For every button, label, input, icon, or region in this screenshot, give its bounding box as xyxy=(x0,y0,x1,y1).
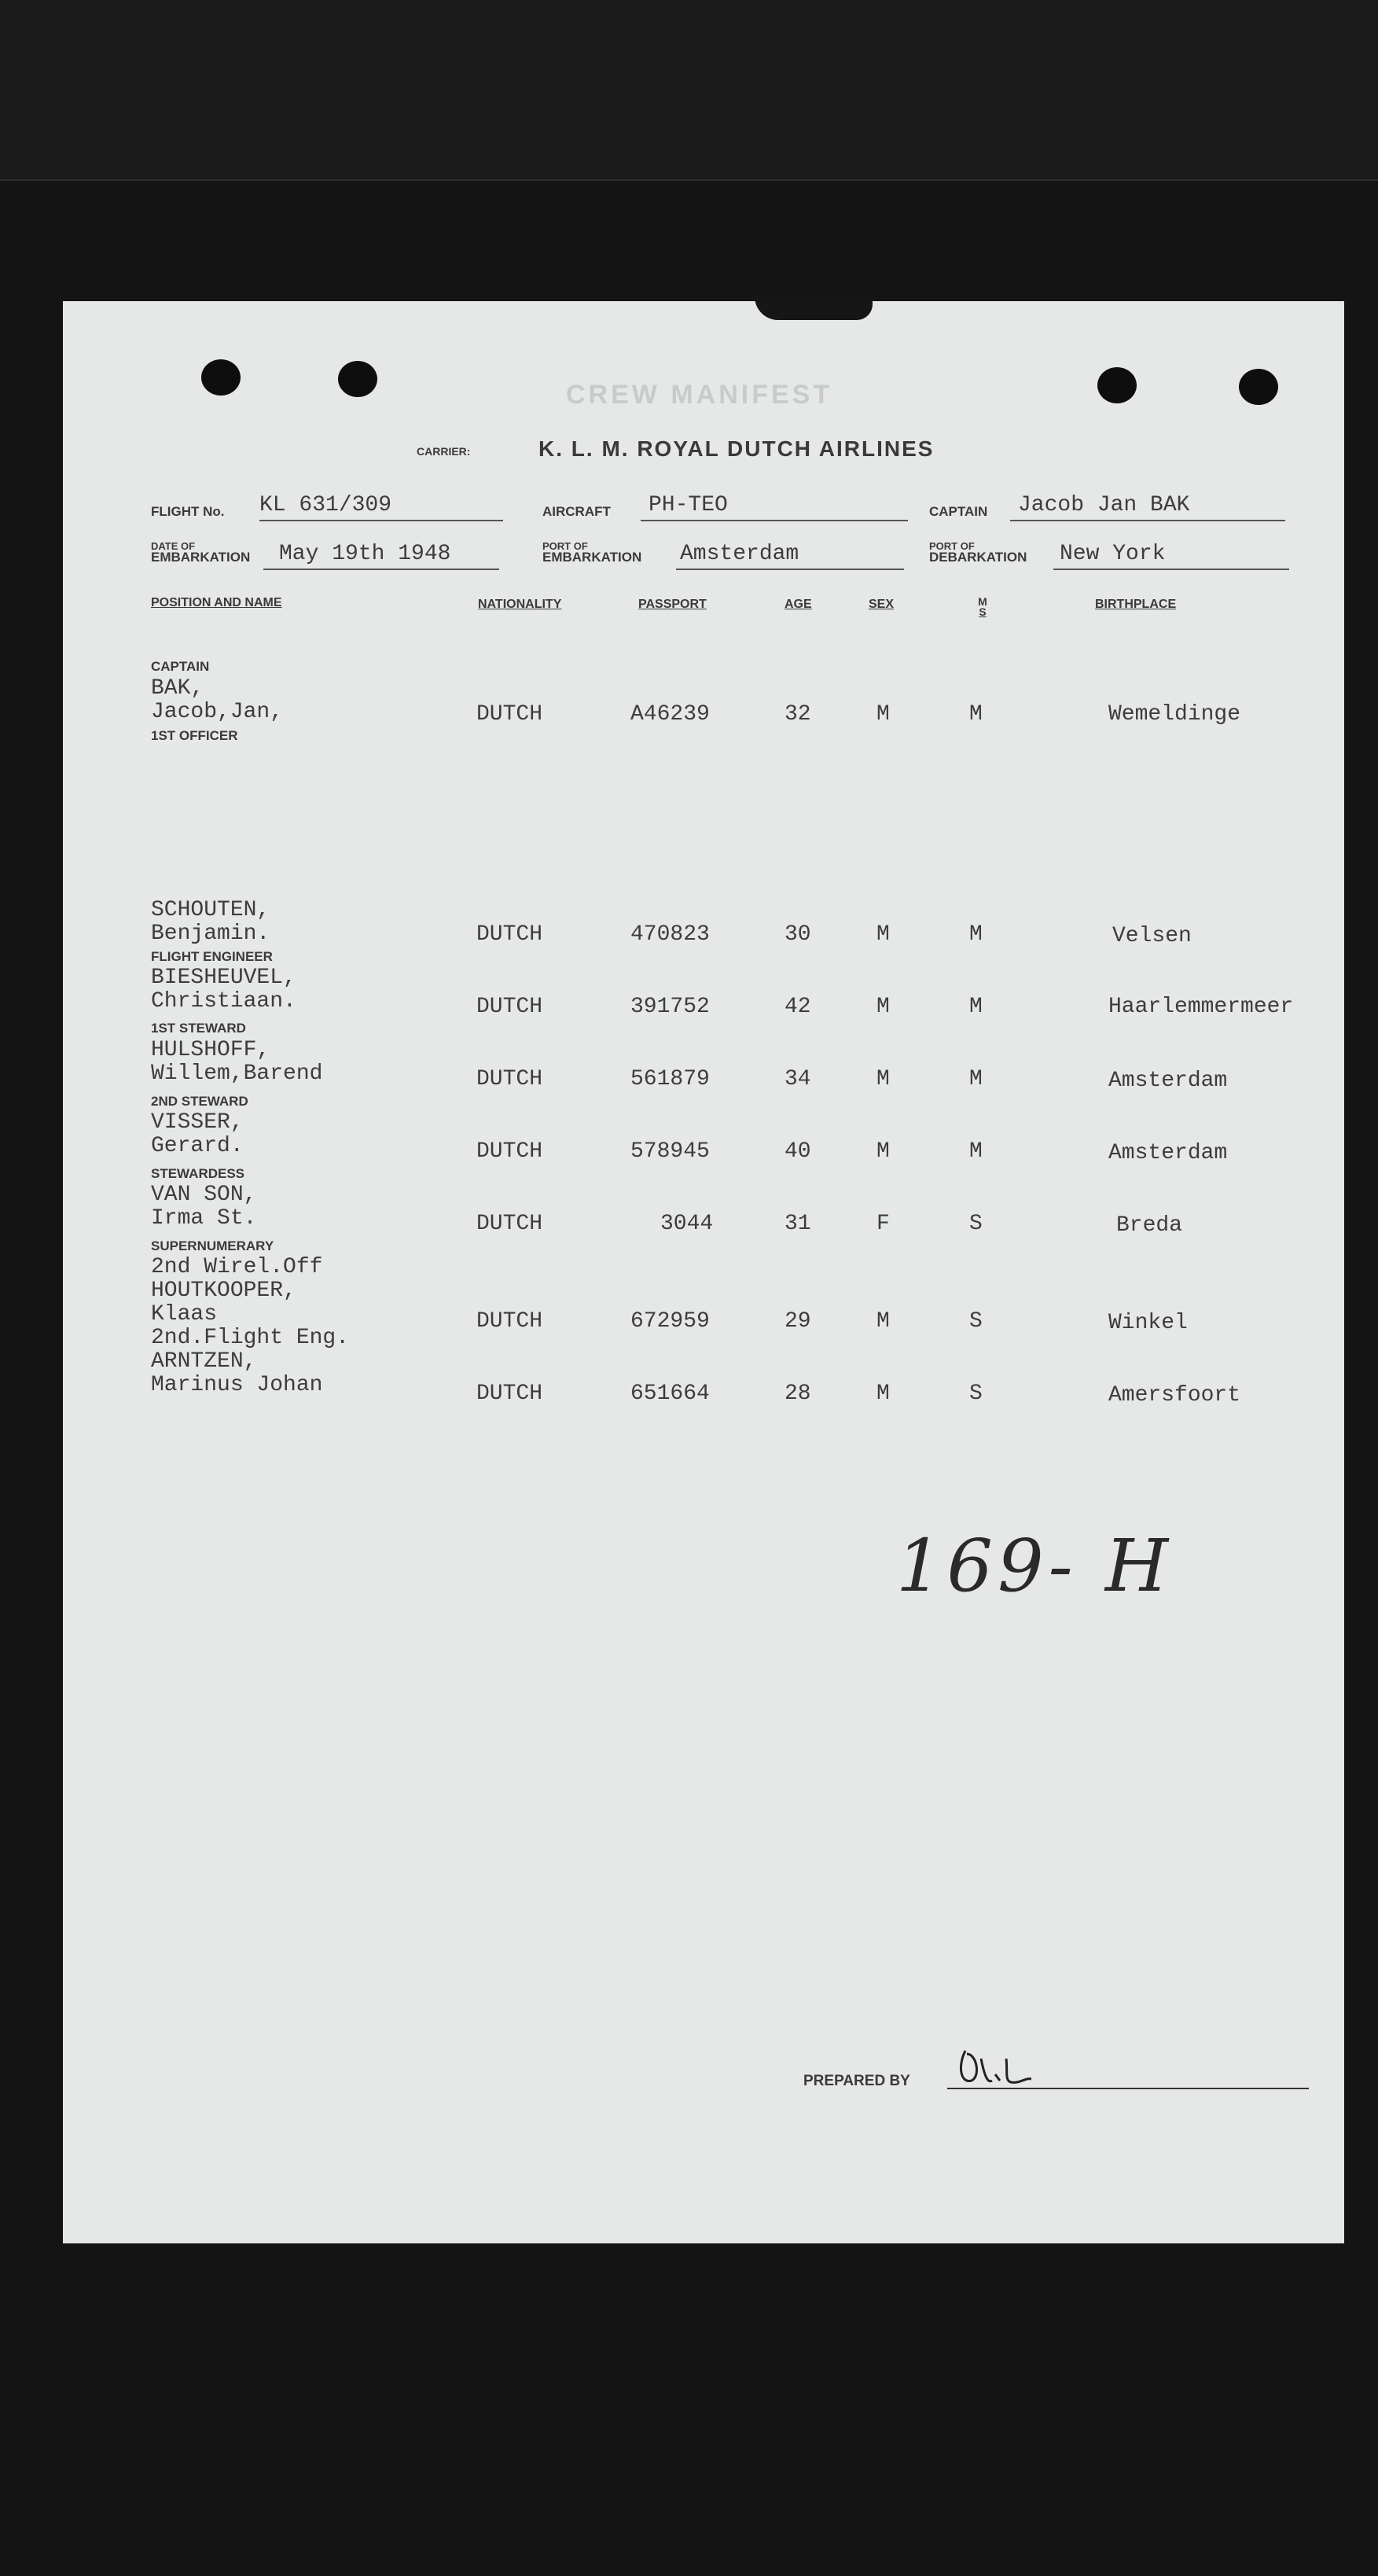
punch-hole xyxy=(201,359,241,396)
crew-nationality: DUTCH xyxy=(476,1212,543,1236)
captain-underline xyxy=(1010,520,1285,521)
port-debarkation-label: PORT OF DEBARKATION xyxy=(929,540,1027,565)
crew-marital-status: M xyxy=(969,995,983,1019)
crew-birthplace: Breda xyxy=(1116,1213,1183,1238)
aircraft-value: PH-TEO xyxy=(649,493,728,517)
crew-marital-status: S xyxy=(969,1382,983,1406)
crew-name-line: Jacob,Jan, xyxy=(151,700,284,724)
crew-birthplace: Wemeldinge xyxy=(1108,702,1241,727)
port-embarkation-value: Amsterdam xyxy=(680,542,799,566)
crew-role: 1ST OFFICER xyxy=(151,728,238,743)
column-marital-status: M S xyxy=(978,595,987,618)
crew-name-line: Benjamin. xyxy=(151,922,270,946)
aircraft-underline xyxy=(641,520,908,521)
crew-name-line: Klaas xyxy=(151,1302,218,1327)
crew-role: 2ND STEWARD xyxy=(151,1094,248,1109)
column-position-name: POSITION AND NAME xyxy=(151,596,282,609)
paper-tear xyxy=(755,296,873,320)
manifest-page xyxy=(63,301,1344,2243)
crew-age: 30 xyxy=(785,922,811,947)
crew-name-line: BAK, xyxy=(151,676,204,701)
crew-sex: M xyxy=(876,995,890,1019)
prepared-by-label: PREPARED BY xyxy=(803,2073,910,2089)
crew-nationality: DUTCH xyxy=(476,995,543,1019)
crew-sex: M xyxy=(876,922,890,947)
flight-label: FLIGHT No. xyxy=(151,504,225,519)
port-debarkation-value: New York xyxy=(1060,542,1166,566)
port-debarkation-underline xyxy=(1053,569,1289,570)
crew-age: 28 xyxy=(785,1382,811,1406)
port-embarkation-label: PORT OF EMBARKATION xyxy=(542,540,642,565)
crew-marital-status: M xyxy=(969,702,983,727)
punch-hole xyxy=(1097,367,1137,403)
port-embarkation-underline xyxy=(676,569,904,570)
crew-birthplace: Haarlemmermeer xyxy=(1108,995,1294,1019)
carrier-label: CARRIER: xyxy=(417,445,471,458)
crew-name-line: Gerard. xyxy=(151,1134,244,1158)
crew-nationality: DUTCH xyxy=(476,1139,543,1164)
crew-birthplace: Amsterdam xyxy=(1108,1141,1228,1165)
crew-passport: 3044 xyxy=(660,1212,714,1236)
crew-passport: A46239 xyxy=(630,702,710,727)
manifest-title: CREW MANIFEST xyxy=(566,380,833,410)
crew-marital-status: M xyxy=(969,922,983,947)
date-underline xyxy=(263,569,499,570)
crew-marital-status: M xyxy=(969,1139,983,1164)
aircraft-label: AIRCRAFT xyxy=(542,504,611,519)
crew-birthplace: Amersfoort xyxy=(1108,1383,1241,1408)
crew-passport: 561879 xyxy=(630,1067,710,1091)
crew-sex: M xyxy=(876,1382,890,1406)
flight-value: KL 631/309 xyxy=(259,493,392,517)
column-passport: PASSPORT xyxy=(638,598,707,611)
crew-sex: F xyxy=(876,1212,890,1236)
crew-marital-status: S xyxy=(969,1309,983,1334)
column-nationality: NATIONALITY xyxy=(478,598,562,611)
crew-passport: 672959 xyxy=(630,1309,710,1334)
date-label: DATE OF EMBARKATION xyxy=(151,540,251,565)
crew-role: FLIGHT ENGINEER xyxy=(151,949,273,964)
handwritten-annotation: 169- H xyxy=(896,1524,1174,1608)
crew-name-line: VISSER, xyxy=(151,1110,244,1135)
crew-role: SUPERNUMERARY xyxy=(151,1238,274,1253)
flight-underline xyxy=(259,520,503,521)
column-sex: SEX xyxy=(869,598,895,611)
crew-birthplace: Winkel xyxy=(1108,1311,1188,1335)
crew-passport: 470823 xyxy=(630,922,710,947)
signature-line xyxy=(947,2088,1309,2089)
crew-name-line: HOUTKOOPER, xyxy=(151,1279,296,1303)
crew-name-line: VAN SON, xyxy=(151,1183,257,1207)
captain-value: Jacob Jan BAK xyxy=(1018,493,1190,517)
crew-name-line: BIESHEUVEL, xyxy=(151,966,296,990)
punch-hole xyxy=(1239,369,1278,405)
crew-age: 32 xyxy=(785,702,811,727)
crew-name-line: ARNTZEN, xyxy=(151,1349,257,1374)
crew-passport: 391752 xyxy=(630,995,710,1019)
crew-role: CAPTAIN xyxy=(151,659,210,674)
crew-name-line: Willem,Barend xyxy=(151,1062,323,1086)
crew-age: 31 xyxy=(785,1212,811,1236)
crew-nationality: DUTCH xyxy=(476,922,543,947)
crew-sex: M xyxy=(876,1067,890,1091)
crew-name-line: Christiaan. xyxy=(151,989,296,1014)
crew-birthplace: Amsterdam xyxy=(1108,1069,1228,1093)
crew-nationality: DUTCH xyxy=(476,702,543,727)
crew-name-line: 2nd Wirel.Off xyxy=(151,1255,323,1279)
crew-age: 34 xyxy=(785,1067,811,1091)
crew-nationality: DUTCH xyxy=(476,1309,543,1334)
crew-name-line: Irma St. xyxy=(151,1206,257,1231)
crew-role-typed: 2nd.Flight Eng. xyxy=(151,1326,350,1350)
column-age: AGE xyxy=(785,598,812,611)
scan-background-top xyxy=(0,0,1378,181)
crew-role: 1ST STEWARD xyxy=(151,1021,246,1036)
crew-marital-status: M xyxy=(969,1067,983,1091)
date-value: May 19th 1948 xyxy=(279,542,451,566)
captain-label: CAPTAIN xyxy=(929,504,988,519)
crew-role: STEWARDESS xyxy=(151,1166,245,1181)
crew-nationality: DUTCH xyxy=(476,1382,543,1406)
crew-sex: M xyxy=(876,1139,890,1164)
crew-nationality: DUTCH xyxy=(476,1067,543,1091)
crew-name-line: Marinus Johan xyxy=(151,1373,323,1397)
crew-age: 40 xyxy=(785,1139,811,1164)
punch-hole xyxy=(338,361,377,397)
crew-age: 42 xyxy=(785,995,811,1019)
crew-name-line: HULSHOFF, xyxy=(151,1038,270,1062)
crew-birthplace: Velsen xyxy=(1112,924,1192,948)
column-birthplace: BIRTHPLACE xyxy=(1095,598,1177,611)
carrier-name: K. L. M. ROYAL DUTCH AIRLINES xyxy=(538,436,935,461)
crew-passport: 578945 xyxy=(630,1139,710,1164)
crew-name-line: SCHOUTEN, xyxy=(151,898,270,922)
crew-age: 29 xyxy=(785,1309,811,1334)
crew-marital-status: S xyxy=(969,1212,983,1236)
crew-sex: M xyxy=(876,1309,890,1334)
crew-sex: M xyxy=(876,702,890,727)
crew-passport: 651664 xyxy=(630,1382,710,1406)
